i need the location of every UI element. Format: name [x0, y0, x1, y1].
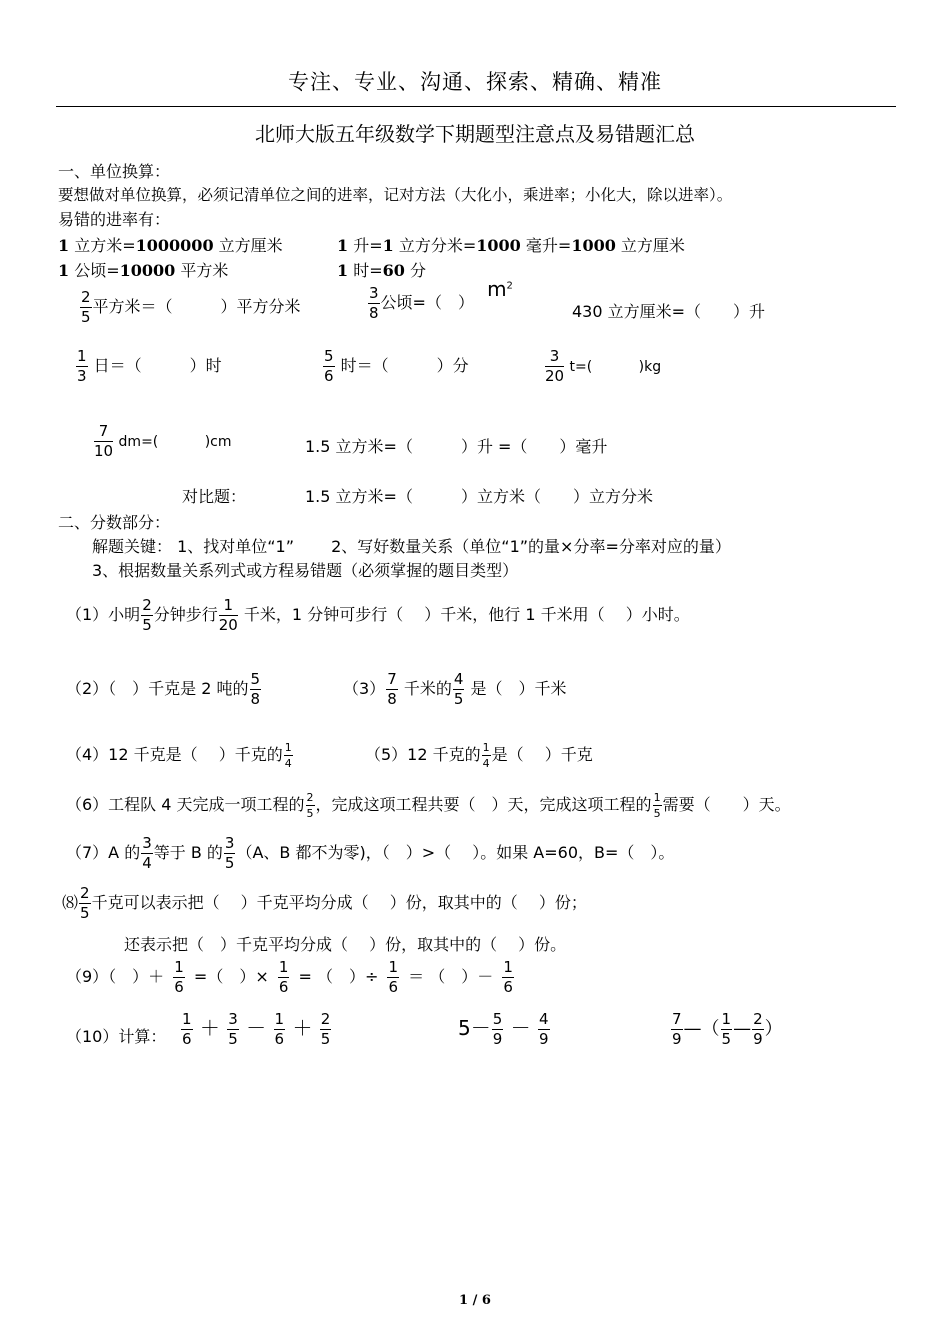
fraction: $\frac{1}{4}$ — [284, 741, 292, 770]
fraction: $\frac{2}{5}$ — [320, 1010, 331, 1048]
calc-expression-3: $\frac{7}{9}$ —（ $\frac{1}{5}$ — $\frac{2}{9}$ ） — [672, 1010, 783, 1048]
compare-label: 对比题： — [182, 487, 247, 506]
header-rule — [56, 106, 896, 107]
fraction: $\frac{1}{6}$ — [174, 958, 184, 996]
fraction: $\frac{3}{8}$ — [369, 284, 379, 322]
fraction: $\frac{1}{20}$ — [218, 596, 238, 634]
conversion-3b: 1.5 立方米=（ ）升 =（ ）毫升 — [305, 437, 608, 456]
conversion-1b: $\frac{3}{8}$ 公顷=（ ） $m^2$ — [369, 277, 513, 322]
fraction: $\frac{4}{9}$ — [539, 1010, 549, 1048]
square-meter-unit: $m^2$ — [487, 277, 513, 301]
section2-heading: 二、分数部分： — [58, 513, 171, 532]
fraction: $\frac{2}{5}$ — [142, 596, 152, 634]
fraction: $\frac{1}{5}$ — [653, 791, 661, 820]
fraction: $\frac{1}{6}$ — [182, 1010, 192, 1048]
fraction: $\frac{1}{6}$ — [388, 958, 399, 996]
fraction: $\frac{1}{6}$ — [278, 958, 289, 996]
calc-expression-2: 5－ $\frac{5}{9}$ － $\frac{4}{9}$ — [458, 1010, 549, 1048]
problem-7: （7）A 的 $\frac{3}{4}$ 等于 B 的 $\frac{3}{5}$ （A、B 都不为零)，（ ）>（ ）。如果 A=60，B=（ ）。 — [66, 834, 675, 872]
problem-3: （3） $\frac{7}{8}$ 千米的 $\frac{4}{5}$ 是（ ）千米 — [343, 670, 567, 708]
fraction: $\frac{4}{5}$ — [453, 670, 464, 708]
rate-cubic-meter: 1 立方米=1000000 立方厘米 — [58, 236, 283, 255]
fraction: $\frac{3}{5}$ — [228, 1010, 238, 1048]
key-points-2: 3、根据数量关系列式或方程易错题（必须掌握的题目类型） — [92, 561, 519, 580]
problem-1: （1）小明 $\frac{2}{5}$ 分钟步行 $\frac{1}{20}$ 千米，1 分钟可步行（ ）千米，他行 1 千米用（ ）小时。 — [66, 596, 690, 634]
conversion-2b: $\frac{5}{6}$ 时＝（ ）分 — [324, 347, 469, 385]
fraction: $\frac{1}{6}$ — [274, 1010, 285, 1048]
problem-2: （2）（ ）千克是 2 吨的 $\frac{5}{8}$ — [66, 670, 261, 708]
rate-hectare: 1 公顷=10000 平方米 — [58, 261, 229, 280]
conversion-2c: $\frac{3}{20}$ t=( )kg — [545, 347, 662, 385]
calc-expression-1: $\frac{1}{6}$ ＋ $\frac{3}{5}$ － $\frac{1}{6}$ ＋ $\frac{2}{5}$ — [182, 1010, 331, 1048]
problem-4: （4）12 千克是（ ）千克的 $\frac{1}{4}$ — [66, 741, 292, 770]
fraction: $\frac{1}{4}$ — [482, 741, 490, 770]
conversion-1a: $\frac{2}{5}$ 平方米＝（ ）平方分米 — [81, 288, 301, 326]
fraction: $\frac{2}{5}$ — [306, 791, 314, 820]
page-number: 1 / 6 — [459, 1293, 491, 1308]
conversion-2a: $\frac{1}{3}$ 日＝（ ）时 — [77, 347, 222, 385]
easy-rates-label: 易错的进率有： — [58, 210, 171, 229]
rate-liter: 1 升=1 立方分米=1000 毫升=1000 立方厘米 — [337, 236, 685, 255]
fraction: $\frac{2}{5}$ — [80, 884, 90, 922]
fraction: $\frac{3}{5}$ — [224, 834, 235, 872]
fraction: $\frac{7}{8}$ — [387, 670, 397, 708]
rate-hour: 1 时=60 分 — [337, 261, 426, 280]
problem-6: （6）工程队 4 天完成一项工程的 $\frac{2}{5}$ ，完成这项工程共要（ ）天，完成这项工程的 $\frac{1}{5}$ 需要（ ）天。 — [66, 791, 791, 820]
fraction: $\frac{3}{4}$ — [142, 834, 152, 872]
fraction: $\frac{5}{8}$ — [250, 670, 261, 708]
fraction: $\frac{3}{20}$ — [545, 347, 565, 385]
fraction: $\frac{2}{5}$ — [81, 288, 91, 326]
fraction: $\frac{2}{9}$ — [753, 1010, 763, 1048]
document-title: 北师大版五年级数学下期题型注意点及易错题汇总 — [255, 122, 695, 146]
section1-heading: 一、单位换算： — [58, 162, 171, 181]
key-points-1: 解题关键： 1、找对单位“1” 2、写好数量关系（单位“1”的量×分率=分率对应的量） — [92, 537, 731, 556]
fraction: $\frac{7}{9}$ — [672, 1010, 682, 1048]
fraction: $\frac{5}{9}$ — [492, 1010, 503, 1048]
fraction: $\frac{1}{5}$ — [721, 1010, 732, 1048]
problem-8-line2: 还表示把（ ）千克平均分成（ ）份，取其中的（ ）份。 — [124, 935, 567, 954]
problem-10-label: （10）计算： — [66, 1027, 167, 1046]
problem-8-line1: ⑻ $\frac{2}{5}$ 千克可以表示把（ ）千克平均分成（ ）份，取其中的（ ）份； — [62, 884, 587, 922]
problem-5: （5）12 千克的 $\frac{1}{4}$ 是（ ）千克 — [365, 741, 593, 770]
compare-question: 1.5 立方米=（ ）立方米（ ）立方分米 — [305, 487, 653, 506]
conversion-1c: 430 立方厘米=（ ）升 — [572, 302, 766, 321]
page-header-motto: 专注、专业、沟通、探索、精确、精准 — [288, 70, 662, 94]
fraction: $\frac{1}{6}$ — [503, 958, 513, 996]
conversion-3a: $\frac{7}{10}$ dm=( )cm — [94, 422, 232, 460]
fraction: $\frac{1}{3}$ — [77, 347, 87, 385]
fraction: $\frac{5}{6}$ — [324, 347, 334, 385]
section1-intro: 要想做对单位换算，必须记清单位之间的进率，记对方法（大化小，乘进率；小化大，除以进率）。 — [58, 186, 733, 204]
problem-9: （9）（ ）＋ $\frac{1}{6}$ =（ ）× $\frac{1}{6}$ = （ ）÷ $\frac{1}{6}$ ＝ （ ）－ $\frac{1}{6}$ — [66, 958, 513, 996]
fraction: $\frac{7}{10}$ — [94, 422, 114, 460]
